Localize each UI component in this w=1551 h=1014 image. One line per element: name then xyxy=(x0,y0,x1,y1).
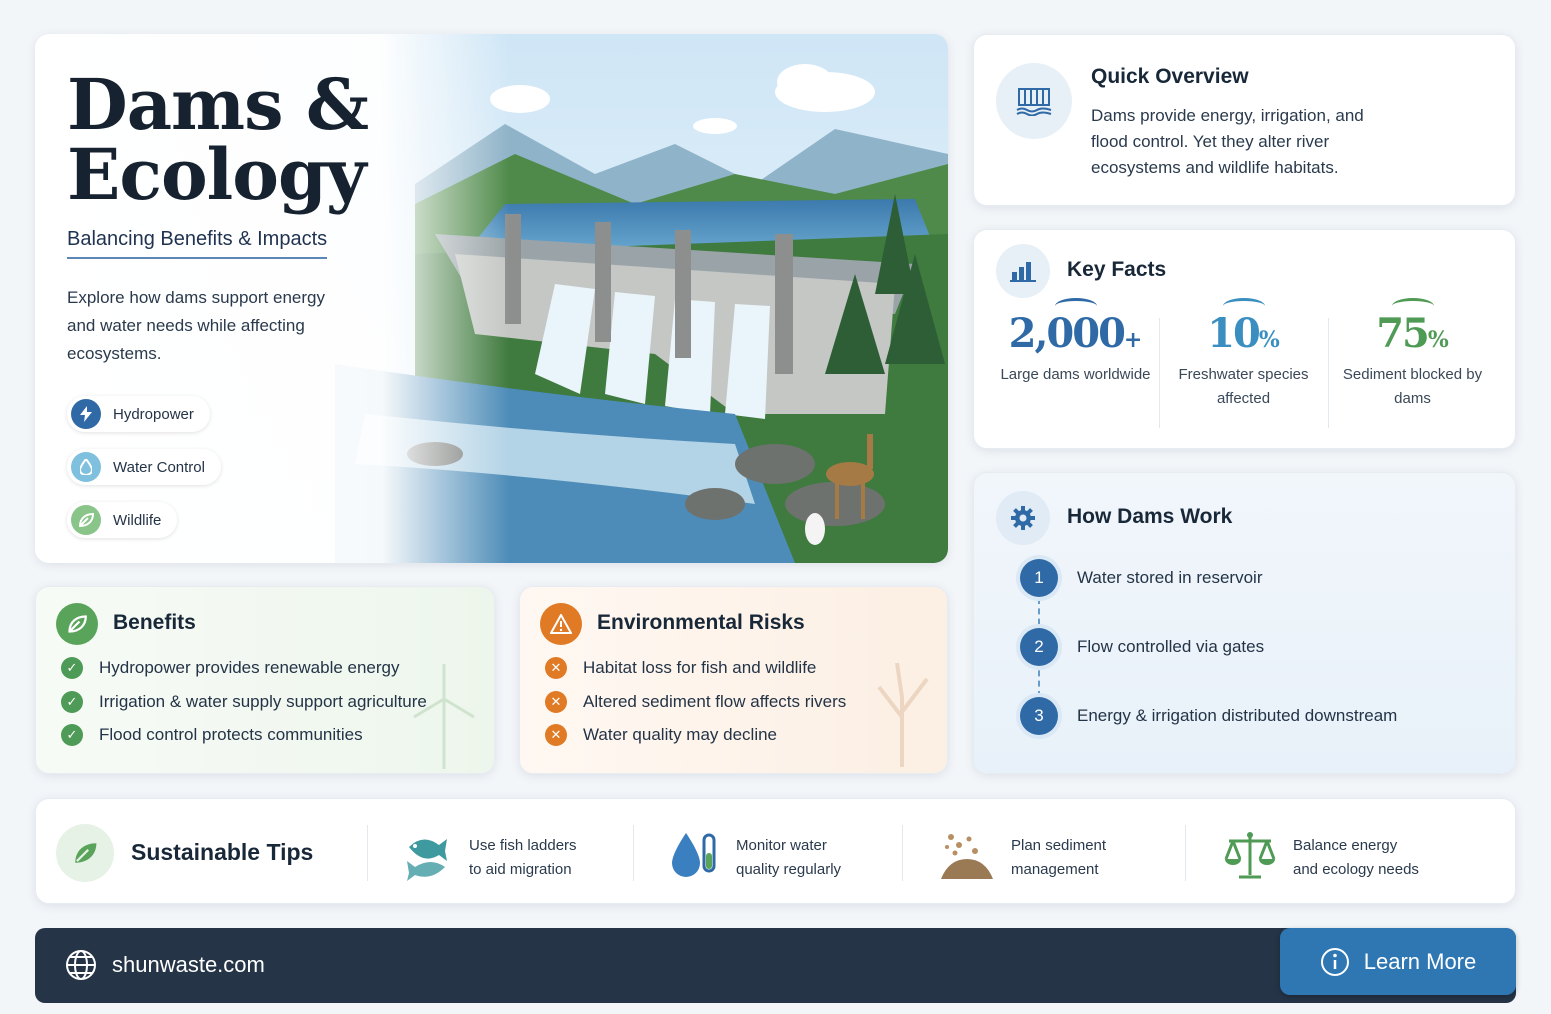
tip-plan-sediment xyxy=(939,829,1106,886)
sediment-icon xyxy=(939,829,995,886)
environmental-risks-card xyxy=(519,586,948,774)
risk-text: Altered sediment flow affects rivers xyxy=(583,692,847,711)
dam-icon xyxy=(996,63,1072,139)
tip-balance-energy xyxy=(1223,829,1419,886)
benefit-item xyxy=(61,657,400,679)
quick-overview-card xyxy=(973,34,1516,206)
risk-item xyxy=(545,691,846,713)
sustainable-tips-card xyxy=(35,798,1516,904)
step-number-2: 2 xyxy=(1020,628,1058,666)
check-icon: ✓ xyxy=(61,724,83,746)
x-icon: ✕ xyxy=(545,724,567,746)
fact-value: 10 xyxy=(1207,310,1259,357)
risk-text: Habitat loss for fish and wildlife xyxy=(583,658,817,677)
check-icon: ✓ xyxy=(61,691,83,713)
risk-text: Water quality may decline xyxy=(583,725,778,744)
leaf-icon xyxy=(71,505,101,535)
tag-hydropower[interactable] xyxy=(67,396,210,432)
tip-line: Use fish ladders xyxy=(469,836,577,854)
tip-fish-ladders xyxy=(401,829,577,886)
page-title xyxy=(67,63,369,216)
benefit-item xyxy=(61,691,427,713)
check-icon: ✓ xyxy=(61,657,83,679)
fact-value: 2,000 xyxy=(1008,310,1124,357)
fact-large-dams xyxy=(993,310,1158,387)
warning-icon xyxy=(540,603,582,645)
hero-card xyxy=(35,34,948,563)
tips-title: Sustainable Tips xyxy=(131,839,314,865)
page-subtitle: Balancing Benefits & Impacts xyxy=(67,228,327,259)
leaf-icon xyxy=(56,603,98,645)
info-icon xyxy=(1320,947,1350,977)
step-number-1: 1 xyxy=(1020,559,1058,597)
how-dams-work-card xyxy=(973,472,1516,774)
benefits-title: Benefits xyxy=(113,611,196,634)
fact-sediment-blocked xyxy=(1330,310,1495,411)
dead-tree-icon xyxy=(867,657,937,767)
risk-item xyxy=(545,657,816,679)
tag-label: Water Control xyxy=(113,458,205,476)
key-facts-card xyxy=(973,229,1516,449)
benefit-text: Irrigation & water supply support agriculture xyxy=(99,692,427,711)
tip-line: Balance energy xyxy=(1293,836,1398,854)
leaf-icon xyxy=(56,824,114,882)
step-number-3: 3 xyxy=(1020,697,1058,735)
title-line-1: Dams & xyxy=(67,63,369,146)
water-test-icon xyxy=(668,829,720,886)
tip-monitor-water xyxy=(668,829,841,886)
step-text-3: Energy & irrigation distributed downstream xyxy=(1077,706,1398,725)
footer-bar xyxy=(35,928,1516,1003)
step-text-1: Water stored in reservoir xyxy=(1077,568,1263,587)
fact-value: 75 xyxy=(1376,310,1428,357)
fact-freshwater-species xyxy=(1161,310,1326,411)
water-drop-icon xyxy=(71,452,101,482)
x-icon: ✕ xyxy=(545,657,567,679)
fish-icon xyxy=(401,829,453,886)
overview-text: Dams provide energy, irrigation, and flood control. Yet they alter river ecosystems and wildlife habitats. xyxy=(1091,106,1364,177)
benefit-text: Hydropower provides renewable energy xyxy=(99,658,400,677)
key-facts-title: Key Facts xyxy=(1067,258,1167,281)
tag-wildlife[interactable] xyxy=(67,502,177,538)
step-text-2: Flow controlled via gates xyxy=(1077,637,1265,656)
overview-title: Quick Overview xyxy=(1091,65,1249,88)
learn-more-button[interactable] xyxy=(1280,928,1516,995)
tag-label: Hydropower xyxy=(113,405,194,423)
wind-turbine-icon xyxy=(404,659,484,769)
benefit-item xyxy=(61,724,363,746)
tag-label: Wildlife xyxy=(113,511,162,529)
hero-description: Explore how dams support energy and water needs while affecting ecosystems. xyxy=(67,288,325,363)
benefit-text: Flood control protects communities xyxy=(99,725,363,744)
risks-title: Environmental Risks xyxy=(597,611,805,634)
bar-chart-icon xyxy=(996,244,1050,298)
tip-line: quality regularly xyxy=(736,860,842,878)
tip-line: to aid migration xyxy=(469,860,572,878)
tag-water-control[interactable] xyxy=(67,449,221,485)
risk-item xyxy=(545,724,777,746)
gear-icon xyxy=(996,491,1050,545)
lightning-icon xyxy=(71,399,101,429)
benefits-card xyxy=(35,586,495,774)
fact-label: Large dams worldwide xyxy=(1000,366,1151,383)
fact-suffix: % xyxy=(1258,327,1280,353)
title-line-2: Ecology xyxy=(67,133,366,216)
tip-line: Plan sediment xyxy=(1011,836,1107,854)
scale-icon xyxy=(1223,829,1277,886)
fact-suffix: % xyxy=(1427,327,1449,353)
fact-suffix: + xyxy=(1123,327,1143,353)
fact-label: Sediment blocked by dams xyxy=(1342,366,1483,407)
fact-label: Freshwater species affected xyxy=(1178,366,1309,407)
how-dams-work-title: How Dams Work xyxy=(1067,505,1233,528)
tip-line: Monitor water xyxy=(736,836,827,854)
tip-line: management xyxy=(1011,860,1099,878)
tip-line: and ecology needs xyxy=(1293,860,1419,878)
site-link[interactable]: shunwaste.com xyxy=(112,952,265,977)
x-icon: ✕ xyxy=(545,691,567,713)
learn-more-label: Learn More xyxy=(1363,948,1477,974)
globe-icon xyxy=(65,949,97,986)
